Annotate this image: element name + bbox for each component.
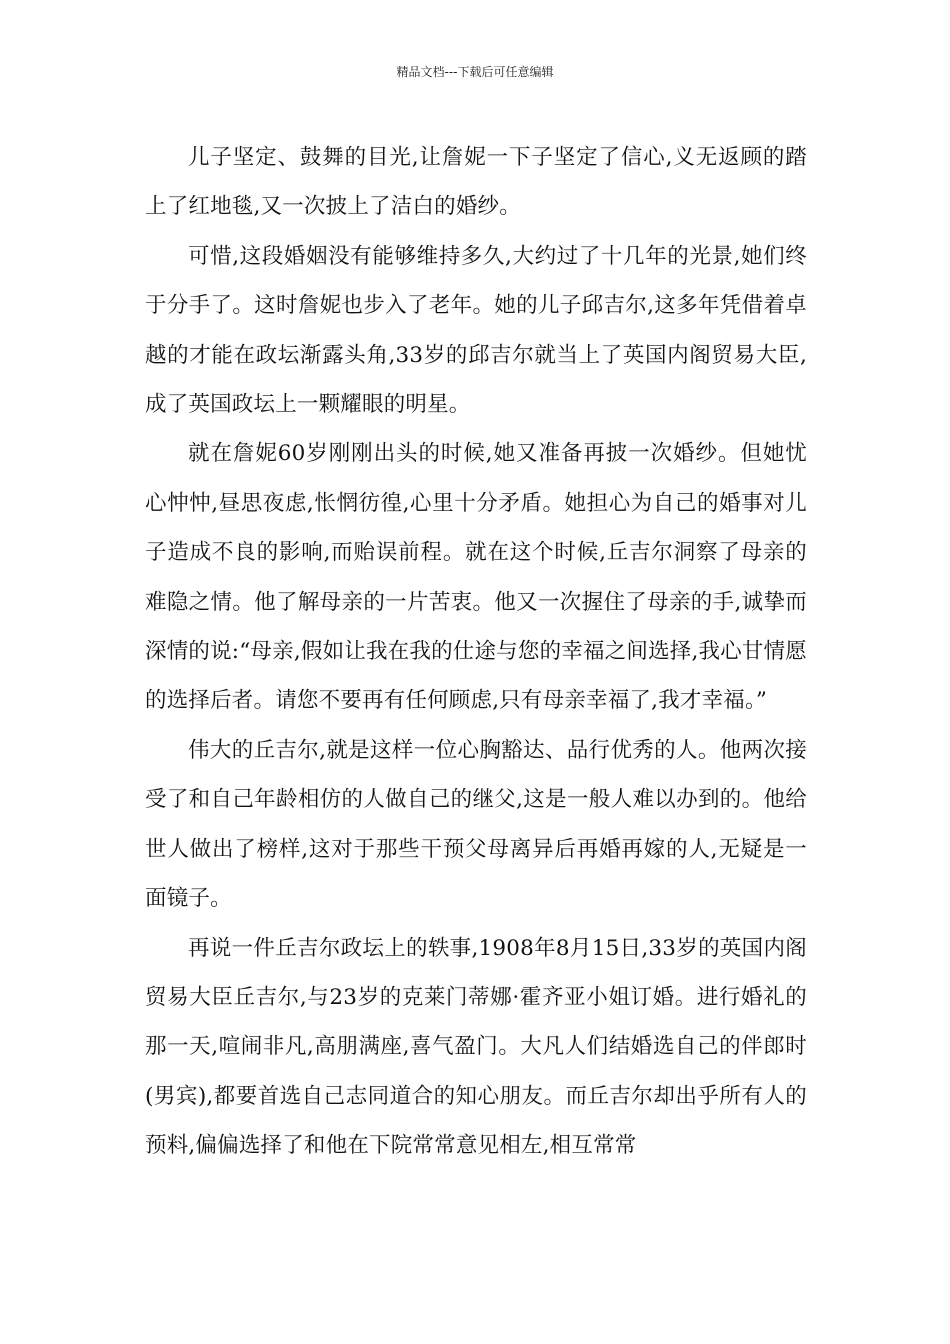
page-header: 精品文档---下载后可任意编辑 (396, 65, 554, 79)
paragraph-5: 再说一件丘吉尔政坛上的轶事,1908年8月15日,33岁的英国内阁贸易大臣丘吉尔,与23岁的克莱门蒂娜·霍齐亚小姐订婚。进行婚礼的那一天,喧闹非凡,高朋满座,喜气盈门。大凡人们结婚选自己的伴郎时(男宾),都要首选自己志同道合的知心朋友。而丘吉尔却出乎所有人的预料,偏偏选择了和他在下院常常意见相左,相互常常 (145, 935, 807, 1159)
paragraph-1: 儿子坚定、鼓舞的目光,让詹妮一下子坚定了信心,义无返顾的踏上了红地毯,又一次披上了洁白的婚纱。 (145, 145, 807, 220)
paragraph-2: 可惜,这段婚姻没有能够维持多久,大约过了十几年的光景,她们终于分手了。这时詹妮也步入了老年。她的儿子邱吉尔,这多年凭借着卓越的才能在政坛渐露头角,33岁的邱吉尔就当上了英国内阁贸易大臣,成了英国政坛上一颗耀眼的明星。 (145, 243, 807, 418)
document-body (145, 133, 807, 1171)
paragraph-4: 伟大的丘吉尔,就是这样一位心胸豁达、品行优秀的人。他两次接受了和自己年龄相仿的人做自己的继父,这是一般人难以办到的。他给世人做出了榜样,这对于那些干预父母离异后再婚再嫁的人,无疑是一面镜子。 (145, 737, 807, 912)
paragraph-3: 就在詹妮60岁刚刚出头的时候,她又准备再披一次婚纱。但她忧心忡忡,昼思夜虑,怅惘彷徨,心里十分矛盾。她担心为自己的婚事对儿子造成不良的影响,而贻误前程。就在这个时候,丘吉尔洞察了母亲的难隐之情。他了解母亲的一片苦衷。他又一次握住了母亲的手,诚挚而深情的说:“母亲,假如让我在我的仕途与您的幸福之间选择,我心甘情愿的选择后者。请您不要再有任何顾虑,只有母亲幸福了,我才幸福。” (145, 441, 808, 714)
